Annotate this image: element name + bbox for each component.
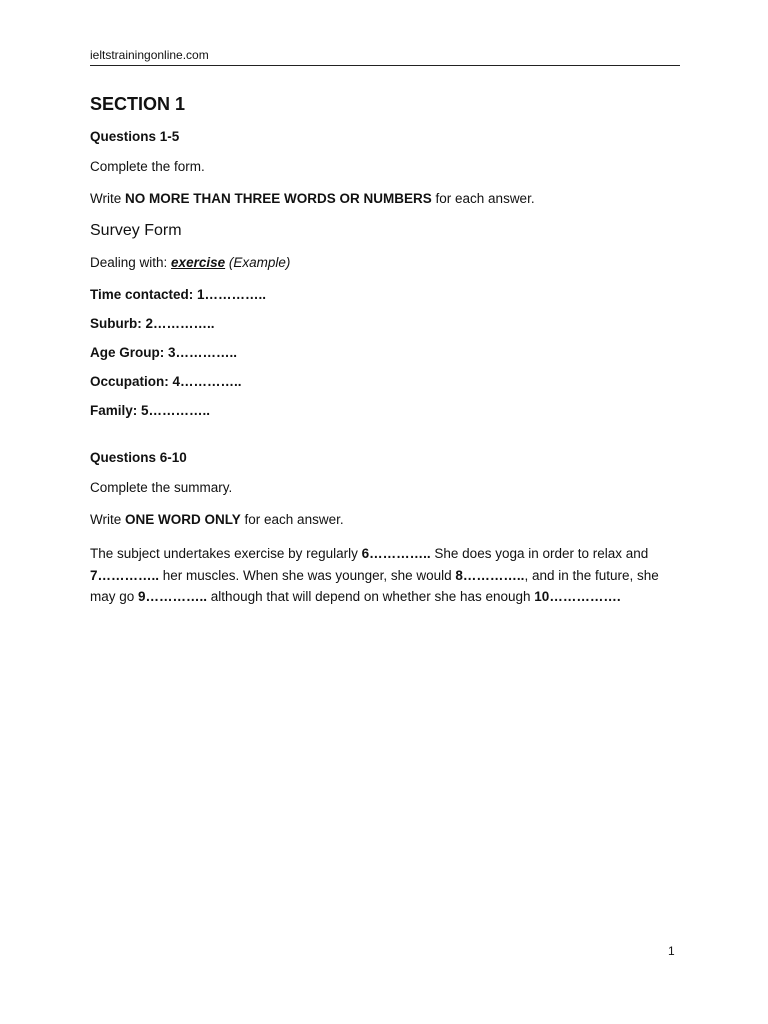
page-number: 1 xyxy=(668,944,675,958)
form-field-age-group: Age Group: 3………….. xyxy=(90,344,238,360)
instruction-bold: NO MORE THAN THREE WORDS OR NUMBERS xyxy=(125,191,432,207)
instruction-bold: ONE WORD ONLY xyxy=(125,511,241,527)
section-title: SECTION 1 xyxy=(90,94,186,114)
instruction-word-limit-2 xyxy=(90,511,680,529)
instruction-text: Write xyxy=(90,511,126,527)
dealing-note: (Example) xyxy=(225,255,291,271)
instruction-text: for each answer. xyxy=(431,191,535,207)
questions-6-10-heading: Questions 6-10 xyxy=(90,449,187,465)
blank-7: 7………….. xyxy=(90,567,160,583)
instruction-text: for each answer. xyxy=(240,511,344,527)
summary-text: her muscles. When she was younger, she would xyxy=(159,567,456,583)
form-field-suburb: Suburb: 2………….. xyxy=(90,315,215,331)
form-field-family: Family: 5………….. xyxy=(90,402,211,418)
instruction-complete-summary: Complete the summary. xyxy=(90,479,233,495)
instruction-complete-form: Complete the form. xyxy=(90,159,205,174)
summary-text: although that will depend on whether she has enough xyxy=(207,589,535,605)
blank-8: 8………….. xyxy=(455,567,525,583)
dealing-value: exercise xyxy=(171,255,226,271)
summary-text: She does yoga in order to relax and xyxy=(430,546,649,562)
summary-paragraph xyxy=(90,543,680,608)
form-field-occupation: Occupation: 4………….. xyxy=(90,373,242,389)
dealing-label: Dealing with: xyxy=(90,255,172,271)
blank-6: 6………….. xyxy=(361,546,431,562)
blank-9: 9………….. xyxy=(138,589,208,605)
blank-10: 10……………. xyxy=(534,589,621,605)
survey-form-title: Survey Form xyxy=(90,222,182,240)
site-name: ieltstrainingonline.com xyxy=(90,48,209,62)
questions-1-5-heading: Questions 1-5 xyxy=(90,129,180,144)
page-header xyxy=(90,48,680,66)
summary-text: The subject undertakes exercise by regularly xyxy=(90,546,362,562)
instruction-word-limit-1 xyxy=(90,190,680,208)
document-body xyxy=(90,94,680,622)
summary-text: , and in the future, she may go xyxy=(90,567,659,605)
dealing-with-line xyxy=(90,254,680,272)
form-field-time-contacted: Time contacted: 1………….. xyxy=(90,286,267,302)
instruction-text: Write xyxy=(90,191,126,207)
